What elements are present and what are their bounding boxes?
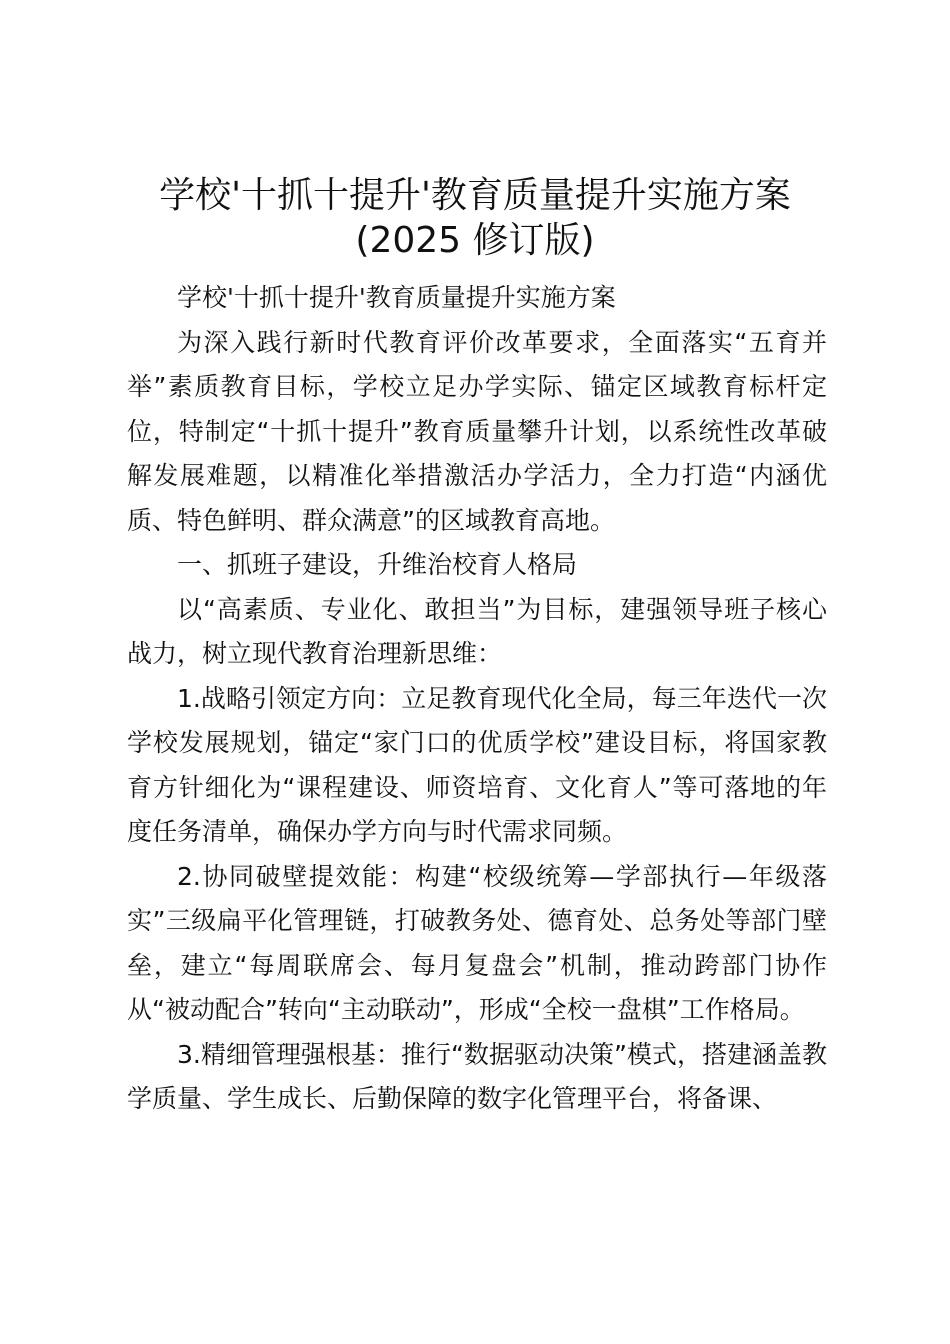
document-title: 学校'十抓十提升'教育质量提升实施方案 xyxy=(159,175,791,216)
document-subtitle: (2025 修订版) xyxy=(355,220,595,261)
paragraph-item-1: 1.战略引领定方向：立足教育现代化全局，每三年迭代一次学校发展规划，锚定“家门口的优质学校”建设目标，将国家教育方针细化为“课程建设、师资培育、文化育人”等可落地的年度任务清单，确保办学方向与时代需求同频。 xyxy=(127,683,827,846)
paragraph-item-2: 2.协同破壁提效能：构建“校级统筹—学部执行—年级落实”三级扁平化管理链，打破教务处、德育处、总务处等部门壁垒，建立“每周联席会、每月复盘会”机制，推动跨部门协作从“被动配合”转向“主动联动”，形成“全校一盘棋”工作格局。 xyxy=(127,861,827,1024)
paragraph-intro: 为深入践行新时代教育评价改革要求，全面落实“五育并举”素质教育目标，学校立足办学实际、锚定区域教育标杆定位，特制定“十抓十提升”教育质量攀升计划，以系统性改革破解发展难题，以精准化举措激活办学活力，全力打造“内涵优质、特色鲜明、群众满意”的区域教育高地。 xyxy=(127,327,827,535)
paragraph-item-3: 3.精细管理强根基：推行“数据驱动决策”模式，搭建涵盖教学质量、学生成长、后勤保障的数字化管理平台，将备课、 xyxy=(127,1039,827,1113)
paragraph-heading: 学校'十抓十提升'教育质量提升实施方案 xyxy=(177,283,616,312)
paragraph-section-1-intro: 以“高素质、专业化、敢担当”为目标，建强领导班子核心战力，树立现代教育治理新思维： xyxy=(127,594,827,668)
document-body xyxy=(127,276,827,1122)
section-heading-1: 一、抓班子建设，升维治校育人格局 xyxy=(177,550,578,579)
